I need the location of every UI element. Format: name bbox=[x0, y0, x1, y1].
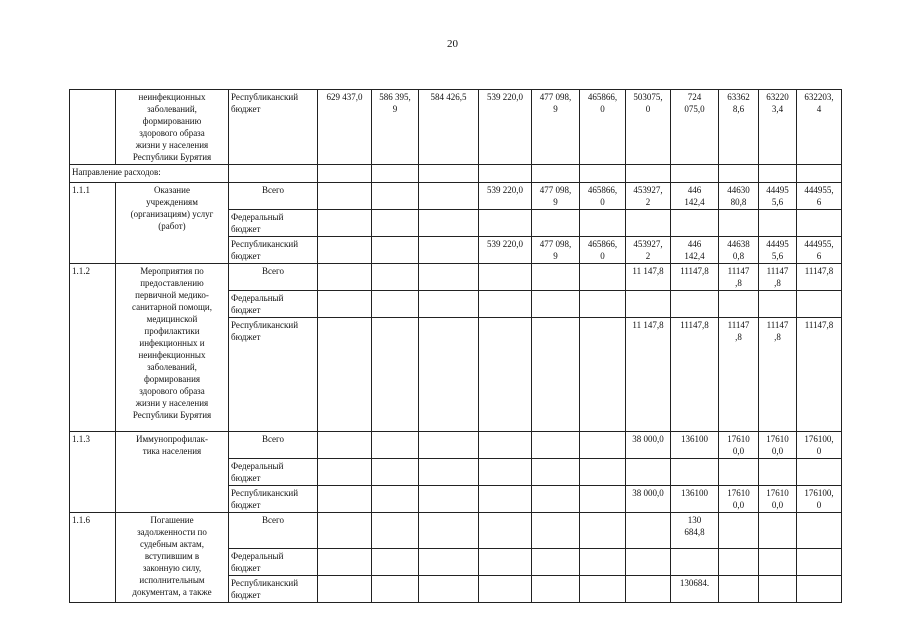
item-1-1-2-value-col-4 bbox=[479, 318, 532, 432]
item-1-1-2-value-col-8: 11147,8 bbox=[671, 318, 719, 432]
table-row-item-1-1-2-1 bbox=[70, 264, 842, 291]
item-1-1-1-value-col-11: 444955, 6 bbox=[797, 183, 842, 210]
item-1-1-6-value-col-3 bbox=[419, 576, 479, 603]
item-1-1-3-value-col-8: 136100 bbox=[671, 432, 719, 459]
funding-source: Всего bbox=[229, 432, 318, 459]
item-1-1-3-value-col-4 bbox=[479, 432, 532, 459]
direction-empty-cell bbox=[759, 165, 797, 183]
item-1-1-3-value-col-8: 136100 bbox=[671, 486, 719, 513]
item-1-1-1-value-col-6: 465866, 0 bbox=[580, 183, 626, 210]
item-1-1-1-value-col-11 bbox=[797, 210, 842, 237]
item-1-1-2-value-col-2 bbox=[372, 291, 419, 318]
item-1-1-6-value-col-10 bbox=[759, 576, 797, 603]
item-1-1-2-value-col-7: 11 147,8 bbox=[626, 318, 671, 432]
item-1-1-1-value-col-1 bbox=[318, 237, 372, 264]
item-code: 1.1.2 bbox=[70, 264, 116, 432]
item-1-1-6-value-col-5 bbox=[532, 576, 580, 603]
item-1-1-6-value-col-2 bbox=[372, 576, 419, 603]
item-1-1-6-value-col-8: 130684. bbox=[671, 576, 719, 603]
item-1-1-1-value-col-7: 453927, 2 bbox=[626, 237, 671, 264]
item-1-1-3-value-col-9 bbox=[719, 459, 759, 486]
direction-empty-cell bbox=[372, 165, 419, 183]
item-1-1-2-value-col-5 bbox=[532, 318, 580, 432]
item-1-1-3-value-col-8 bbox=[671, 459, 719, 486]
continuation-value-col-4: 539 220,0 bbox=[479, 90, 532, 165]
item-1-1-3-value-col-4 bbox=[479, 486, 532, 513]
item-1-1-3-value-col-7: 38 000,0 bbox=[626, 486, 671, 513]
item-1-1-2-value-col-9 bbox=[719, 291, 759, 318]
item-1-1-2-value-col-1 bbox=[318, 291, 372, 318]
item-1-1-1-value-col-4: 539 220,0 bbox=[479, 237, 532, 264]
item-name: Мероприятия по предоставлению первичной медико- санитарной помощи, медицинской профилактики инфекционных и неинфекционных заболеваний, формирования здорового образа жизни у населения Республики Бурятия bbox=[116, 264, 229, 432]
item-1-1-6-value-col-8: 130 684,8 bbox=[671, 513, 719, 549]
item-1-1-2-value-col-5 bbox=[532, 264, 580, 291]
funding-source: Республиканский бюджет bbox=[229, 576, 318, 603]
item-code: 1.1.6 bbox=[70, 513, 116, 603]
item-1-1-3-value-col-3 bbox=[419, 432, 479, 459]
item-1-1-6-value-col-3 bbox=[419, 549, 479, 576]
item-1-1-2-value-col-8 bbox=[671, 291, 719, 318]
item-1-1-6-value-col-1 bbox=[318, 549, 372, 576]
item-1-1-6-value-col-4 bbox=[479, 549, 532, 576]
item-1-1-6-value-col-9 bbox=[719, 549, 759, 576]
item-1-1-2-value-col-3 bbox=[419, 318, 479, 432]
item-1-1-2-value-col-11: 11147,8 bbox=[797, 264, 842, 291]
item-1-1-2-value-col-4 bbox=[479, 291, 532, 318]
item-1-1-3-value-col-6 bbox=[580, 486, 626, 513]
item-name: Оказание учреждениям (организациям) услуг (работ) bbox=[116, 183, 229, 264]
funding-source: Федеральный бюджет bbox=[229, 291, 318, 318]
item-1-1-1-value-col-4 bbox=[479, 210, 532, 237]
item-1-1-3-value-col-4 bbox=[479, 459, 532, 486]
continuation-value-col-9: 63362 8,6 bbox=[719, 90, 759, 165]
item-1-1-6-value-col-11 bbox=[797, 576, 842, 603]
item-1-1-2-value-col-9: 11147 ,8 bbox=[719, 318, 759, 432]
direction-empty-cell bbox=[318, 165, 372, 183]
item-code: 1.1.1 bbox=[70, 183, 116, 264]
item-1-1-1-value-col-8 bbox=[671, 210, 719, 237]
item-1-1-2-value-col-2 bbox=[372, 318, 419, 432]
item-1-1-1-value-col-1 bbox=[318, 183, 372, 210]
item-1-1-6-value-col-6 bbox=[580, 549, 626, 576]
item-1-1-2-value-col-10 bbox=[759, 291, 797, 318]
item-1-1-1-value-col-10: 44495 5,6 bbox=[759, 183, 797, 210]
direction-empty-cell bbox=[626, 165, 671, 183]
continuation-value-col-5: 477 098, 9 bbox=[532, 90, 580, 165]
item-1-1-3-value-col-1 bbox=[318, 459, 372, 486]
item-1-1-2-value-col-7 bbox=[626, 291, 671, 318]
funding-source: Всего bbox=[229, 264, 318, 291]
item-1-1-3-value-col-10 bbox=[759, 459, 797, 486]
item-1-1-3-value-col-10: 17610 0,0 bbox=[759, 432, 797, 459]
item-1-1-6-value-col-1 bbox=[318, 513, 372, 549]
item-1-1-3-value-col-7 bbox=[626, 459, 671, 486]
direction-label: Направление расходов: bbox=[70, 165, 229, 183]
item-1-1-2-value-col-5 bbox=[532, 291, 580, 318]
budget-table-body bbox=[70, 90, 842, 603]
item-1-1-3-value-col-2 bbox=[372, 459, 419, 486]
continuation-value-col-8: 724 075,0 bbox=[671, 90, 719, 165]
continuation-source-cell: Республиканский бюджет bbox=[229, 90, 318, 165]
funding-source: Всего bbox=[229, 513, 318, 549]
funding-source: Федеральный бюджет bbox=[229, 549, 318, 576]
table-row-continuation bbox=[70, 90, 842, 165]
item-1-1-1-value-col-9: 44630 80,8 bbox=[719, 183, 759, 210]
item-1-1-2-value-col-1 bbox=[318, 264, 372, 291]
item-1-1-2-value-col-10: 11147 ,8 bbox=[759, 264, 797, 291]
item-1-1-6-value-col-7 bbox=[626, 513, 671, 549]
item-1-1-2-value-col-11 bbox=[797, 291, 842, 318]
item-1-1-2-value-col-1 bbox=[318, 318, 372, 432]
item-1-1-6-value-col-7 bbox=[626, 576, 671, 603]
table-row-direction bbox=[70, 165, 842, 183]
item-1-1-1-value-col-3 bbox=[419, 210, 479, 237]
item-1-1-1-value-col-9: 44638 0,8 bbox=[719, 237, 759, 264]
direction-empty-cell bbox=[580, 165, 626, 183]
item-1-1-1-value-col-2 bbox=[372, 237, 419, 264]
item-1-1-6-value-col-9 bbox=[719, 513, 759, 549]
item-1-1-6-value-col-2 bbox=[372, 549, 419, 576]
item-1-1-6-value-col-3 bbox=[419, 513, 479, 549]
item-code: 1.1.3 bbox=[70, 432, 116, 513]
item-1-1-3-value-col-10: 17610 0,0 bbox=[759, 486, 797, 513]
item-1-1-6-value-col-9 bbox=[719, 576, 759, 603]
item-1-1-6-value-col-11 bbox=[797, 549, 842, 576]
funding-source: Республиканский бюджет bbox=[229, 237, 318, 264]
direction-empty-cell bbox=[229, 165, 318, 183]
item-1-1-1-value-col-5: 477 098, 9 bbox=[532, 237, 580, 264]
item-1-1-2-value-col-11: 11147,8 bbox=[797, 318, 842, 432]
item-1-1-1-value-col-6 bbox=[580, 210, 626, 237]
item-1-1-6-value-col-6 bbox=[580, 576, 626, 603]
item-1-1-1-value-col-5 bbox=[532, 210, 580, 237]
item-1-1-1-value-col-2 bbox=[372, 210, 419, 237]
item-1-1-2-value-col-7: 11 147,8 bbox=[626, 264, 671, 291]
item-1-1-3-value-col-6 bbox=[580, 432, 626, 459]
item-1-1-3-value-col-3 bbox=[419, 459, 479, 486]
item-1-1-1-value-col-11: 444955, 6 bbox=[797, 237, 842, 264]
item-1-1-2-value-col-6 bbox=[580, 318, 626, 432]
continuation-value-col-10: 63220 3,4 bbox=[759, 90, 797, 165]
item-1-1-3-value-col-2 bbox=[372, 486, 419, 513]
item-1-1-3-value-col-5 bbox=[532, 486, 580, 513]
direction-empty-cell bbox=[671, 165, 719, 183]
item-1-1-2-value-col-9: 11147 ,8 bbox=[719, 264, 759, 291]
item-1-1-3-value-col-5 bbox=[532, 432, 580, 459]
item-1-1-1-value-col-9 bbox=[719, 210, 759, 237]
item-1-1-1-value-col-8: 446 142,4 bbox=[671, 183, 719, 210]
funding-source: Федеральный бюджет bbox=[229, 210, 318, 237]
item-1-1-6-value-col-10 bbox=[759, 549, 797, 576]
item-1-1-3-value-col-11: 176100, 0 bbox=[797, 486, 842, 513]
continuation-value-col-2: 586 395, 9 bbox=[372, 90, 419, 165]
item-1-1-1-value-col-2 bbox=[372, 183, 419, 210]
continuation-value-col-1: 629 437,0 bbox=[318, 90, 372, 165]
item-1-1-2-value-col-4 bbox=[479, 264, 532, 291]
continuation-code-cell bbox=[70, 90, 116, 165]
item-1-1-1-value-col-10: 44495 5,6 bbox=[759, 237, 797, 264]
item-1-1-6-value-col-10 bbox=[759, 513, 797, 549]
item-name: Погашение задолженности по судебным актам, вступившим в законную силу, исполнительным документам, а также bbox=[116, 513, 229, 603]
direction-empty-cell bbox=[532, 165, 580, 183]
item-1-1-1-value-col-10 bbox=[759, 210, 797, 237]
item-1-1-1-value-col-7 bbox=[626, 210, 671, 237]
table-row-item-1-1-6-1 bbox=[70, 513, 842, 549]
item-1-1-3-value-col-1 bbox=[318, 486, 372, 513]
item-1-1-3-value-col-3 bbox=[419, 486, 479, 513]
item-1-1-1-value-col-6: 465866, 0 bbox=[580, 237, 626, 264]
item-1-1-1-value-col-1 bbox=[318, 210, 372, 237]
funding-source: Республиканский бюджет bbox=[229, 318, 318, 432]
continuation-value-col-6: 465866, 0 bbox=[580, 90, 626, 165]
item-1-1-1-value-col-3 bbox=[419, 237, 479, 264]
direction-empty-cell bbox=[797, 165, 842, 183]
funding-source: Всего bbox=[229, 183, 318, 210]
item-1-1-3-value-col-1 bbox=[318, 432, 372, 459]
table-row-item-1-1-3-1 bbox=[70, 432, 842, 459]
item-1-1-2-value-col-6 bbox=[580, 264, 626, 291]
continuation-name-cell: неинфекционных заболеваний, формированию здорового образа жизни у населения Республики Бурятия bbox=[116, 90, 229, 165]
continuation-value-col-11: 632203, 4 bbox=[797, 90, 842, 165]
item-1-1-2-value-col-10: 11147 ,8 bbox=[759, 318, 797, 432]
direction-empty-cell bbox=[419, 165, 479, 183]
funding-source: Федеральный бюджет bbox=[229, 459, 318, 486]
item-1-1-6-value-col-6 bbox=[580, 513, 626, 549]
item-1-1-6-value-col-5 bbox=[532, 513, 580, 549]
item-1-1-6-value-col-1 bbox=[318, 576, 372, 603]
item-1-1-3-value-col-9: 17610 0,0 bbox=[719, 432, 759, 459]
item-1-1-2-value-col-6 bbox=[580, 291, 626, 318]
funding-source: Республиканский бюджет bbox=[229, 486, 318, 513]
item-1-1-1-value-col-7: 453927, 2 bbox=[626, 183, 671, 210]
table-row-item-1-1-1-1 bbox=[70, 183, 842, 210]
item-1-1-6-value-col-5 bbox=[532, 549, 580, 576]
item-1-1-3-value-col-11: 176100, 0 bbox=[797, 432, 842, 459]
item-1-1-1-value-col-8: 446 142,4 bbox=[671, 237, 719, 264]
item-1-1-3-value-col-2 bbox=[372, 432, 419, 459]
item-1-1-6-value-col-4 bbox=[479, 576, 532, 603]
item-1-1-3-value-col-9: 17610 0,0 bbox=[719, 486, 759, 513]
item-1-1-2-value-col-3 bbox=[419, 291, 479, 318]
continuation-value-col-3: 584 426,5 bbox=[419, 90, 479, 165]
item-1-1-1-value-col-4: 539 220,0 bbox=[479, 183, 532, 210]
continuation-value-col-7: 503075, 0 bbox=[626, 90, 671, 165]
page-number: 20 bbox=[447, 38, 458, 50]
item-1-1-3-value-col-5 bbox=[532, 459, 580, 486]
direction-empty-cell bbox=[479, 165, 532, 183]
item-1-1-3-value-col-11 bbox=[797, 459, 842, 486]
item-1-1-6-value-col-7 bbox=[626, 549, 671, 576]
item-1-1-6-value-col-8 bbox=[671, 549, 719, 576]
item-1-1-1-value-col-3 bbox=[419, 183, 479, 210]
item-1-1-3-value-col-7: 38 000,0 bbox=[626, 432, 671, 459]
item-1-1-6-value-col-4 bbox=[479, 513, 532, 549]
item-1-1-2-value-col-2 bbox=[372, 264, 419, 291]
budget-table bbox=[69, 89, 842, 603]
item-1-1-6-value-col-2 bbox=[372, 513, 419, 549]
direction-empty-cell bbox=[719, 165, 759, 183]
item-1-1-2-value-col-8: 11147,8 bbox=[671, 264, 719, 291]
item-1-1-2-value-col-3 bbox=[419, 264, 479, 291]
item-1-1-1-value-col-5: 477 098, 9 bbox=[532, 183, 580, 210]
item-1-1-6-value-col-11 bbox=[797, 513, 842, 549]
item-1-1-3-value-col-6 bbox=[580, 459, 626, 486]
item-name: Иммунопрофилак- тика населения bbox=[116, 432, 229, 513]
